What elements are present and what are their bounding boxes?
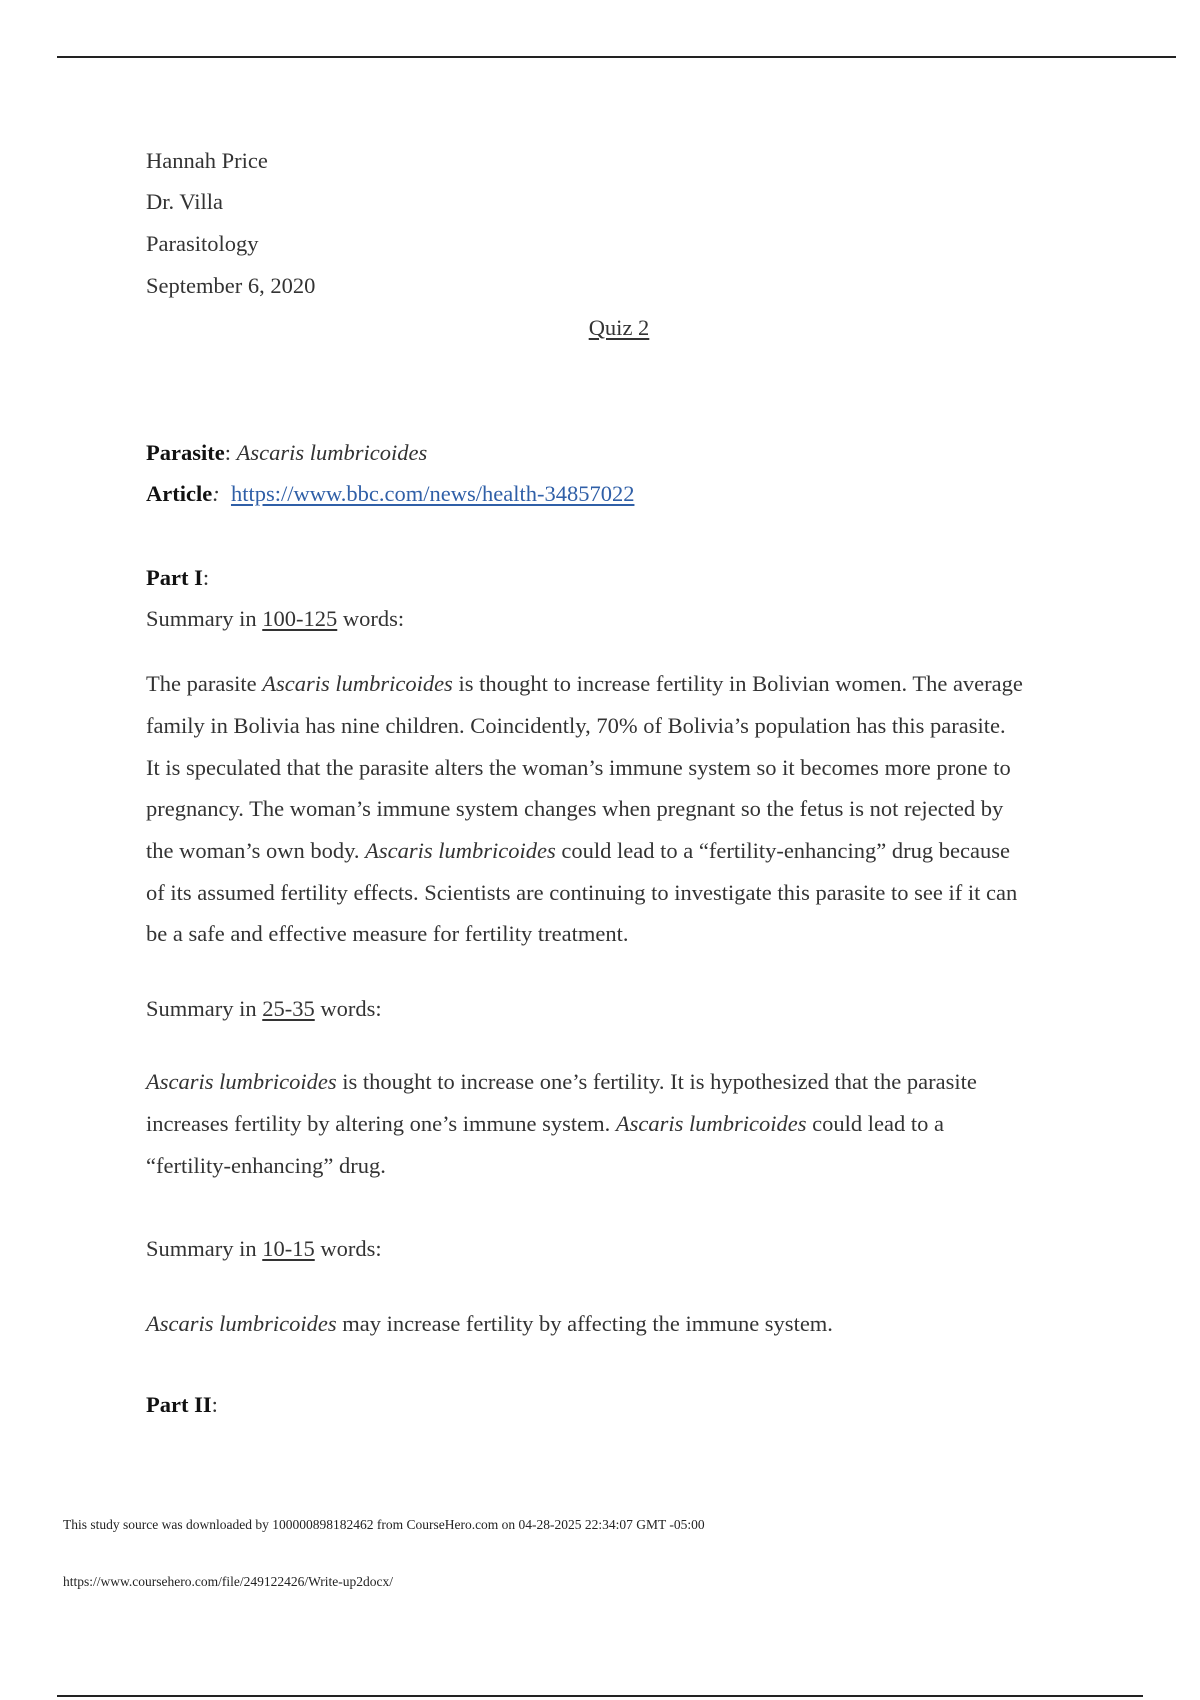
parasite-row	[146, 442, 427, 465]
course-name: Parasitology	[146, 231, 259, 256]
paragraph-line: increases fertility by altering one’s immune system. Ascaris lumbricoides could lead to a	[146, 1111, 944, 1136]
paragraph-line: pregnancy. The woman’s immune system changes when pregnant so the fetus is not rejected by	[146, 796, 1004, 821]
parasite-name: Ascaris lumbricoides	[236, 440, 428, 465]
document-title-row	[146, 317, 1092, 340]
download-source-note: This study source was downloaded by 100000898182462 from CourseHero.com on 04-28-2025 22:34:07 GMT -05:00	[63, 1517, 705, 1532]
part1-heading-colon: :	[202, 565, 210, 590]
parasite-label: Parasite	[146, 440, 225, 465]
summary-suffix: words:	[342, 606, 405, 631]
source-url[interactable]: https://www.coursehero.com/file/249122426/Write-up2docx/	[63, 1574, 394, 1589]
summary-medium-range: 25-35	[262, 996, 315, 1021]
parasite-colon: :	[224, 440, 231, 465]
article-label: Article	[146, 481, 213, 506]
summary-short-range: 10-15	[262, 1236, 315, 1261]
summary-prefix: Summary in	[146, 606, 257, 631]
summary-prefix: Summary in	[146, 1236, 257, 1261]
summary-short-heading	[146, 1238, 382, 1261]
summary-long-heading	[146, 608, 404, 631]
article-colon: :	[212, 481, 220, 506]
part2-heading-row	[146, 1394, 218, 1417]
instructor-name: Dr. Villa	[146, 189, 223, 214]
paragraph-line: be a safe and effective measure for fertility treatment.	[146, 921, 629, 946]
document-date: September 6, 2020	[146, 273, 316, 298]
part2-heading: Part II	[146, 1392, 212, 1417]
article-row	[146, 483, 634, 506]
summary-prefix: Summary in	[146, 996, 257, 1021]
article-link[interactable]: https://www.bbc.com/news/health-34857022	[230, 481, 635, 506]
part2-heading-colon: :	[211, 1392, 218, 1417]
document-title: Quiz 2	[588, 315, 650, 340]
summary-medium-heading	[146, 998, 382, 1021]
paragraph-line: It is speculated that the parasite alters the woman’s immune system so it becomes more prone to	[146, 755, 1011, 780]
author-name: Hannah Price	[146, 148, 268, 173]
paragraph-line: Ascaris lumbricoides may increase fertility by affecting the immune system.	[146, 1311, 833, 1336]
part1-heading-row	[146, 567, 209, 590]
paragraph-line: “fertility-enhancing” drug.	[146, 1153, 386, 1178]
paragraph-line: family in Bolivia has nine children. Coincidently, 70% of Bolivia’s population has this parasite.	[146, 713, 1006, 738]
paragraph-line: The parasite Ascaris lumbricoides is thought to increase fertility in Bolivian women. The average	[146, 671, 1023, 696]
paragraph-line: of its assumed fertility effects. Scientists are continuing to investigate this parasite to see if it can	[146, 880, 1018, 905]
paragraph-line: the woman’s own body. Ascaris lumbricoides could lead to a “fertility-enhancing” drug because	[146, 838, 1010, 863]
part1-heading: Part I	[146, 565, 203, 590]
summary-suffix: words:	[320, 996, 382, 1021]
summary-suffix: words:	[320, 1236, 382, 1261]
top-rule	[57, 56, 1176, 58]
paragraph-line: Ascaris lumbricoides is thought to increase one’s fertility. It is hypothesized that the parasite	[146, 1069, 977, 1094]
summary-long-range: 100-125	[262, 606, 338, 631]
bottom-rule	[57, 1695, 1143, 1697]
